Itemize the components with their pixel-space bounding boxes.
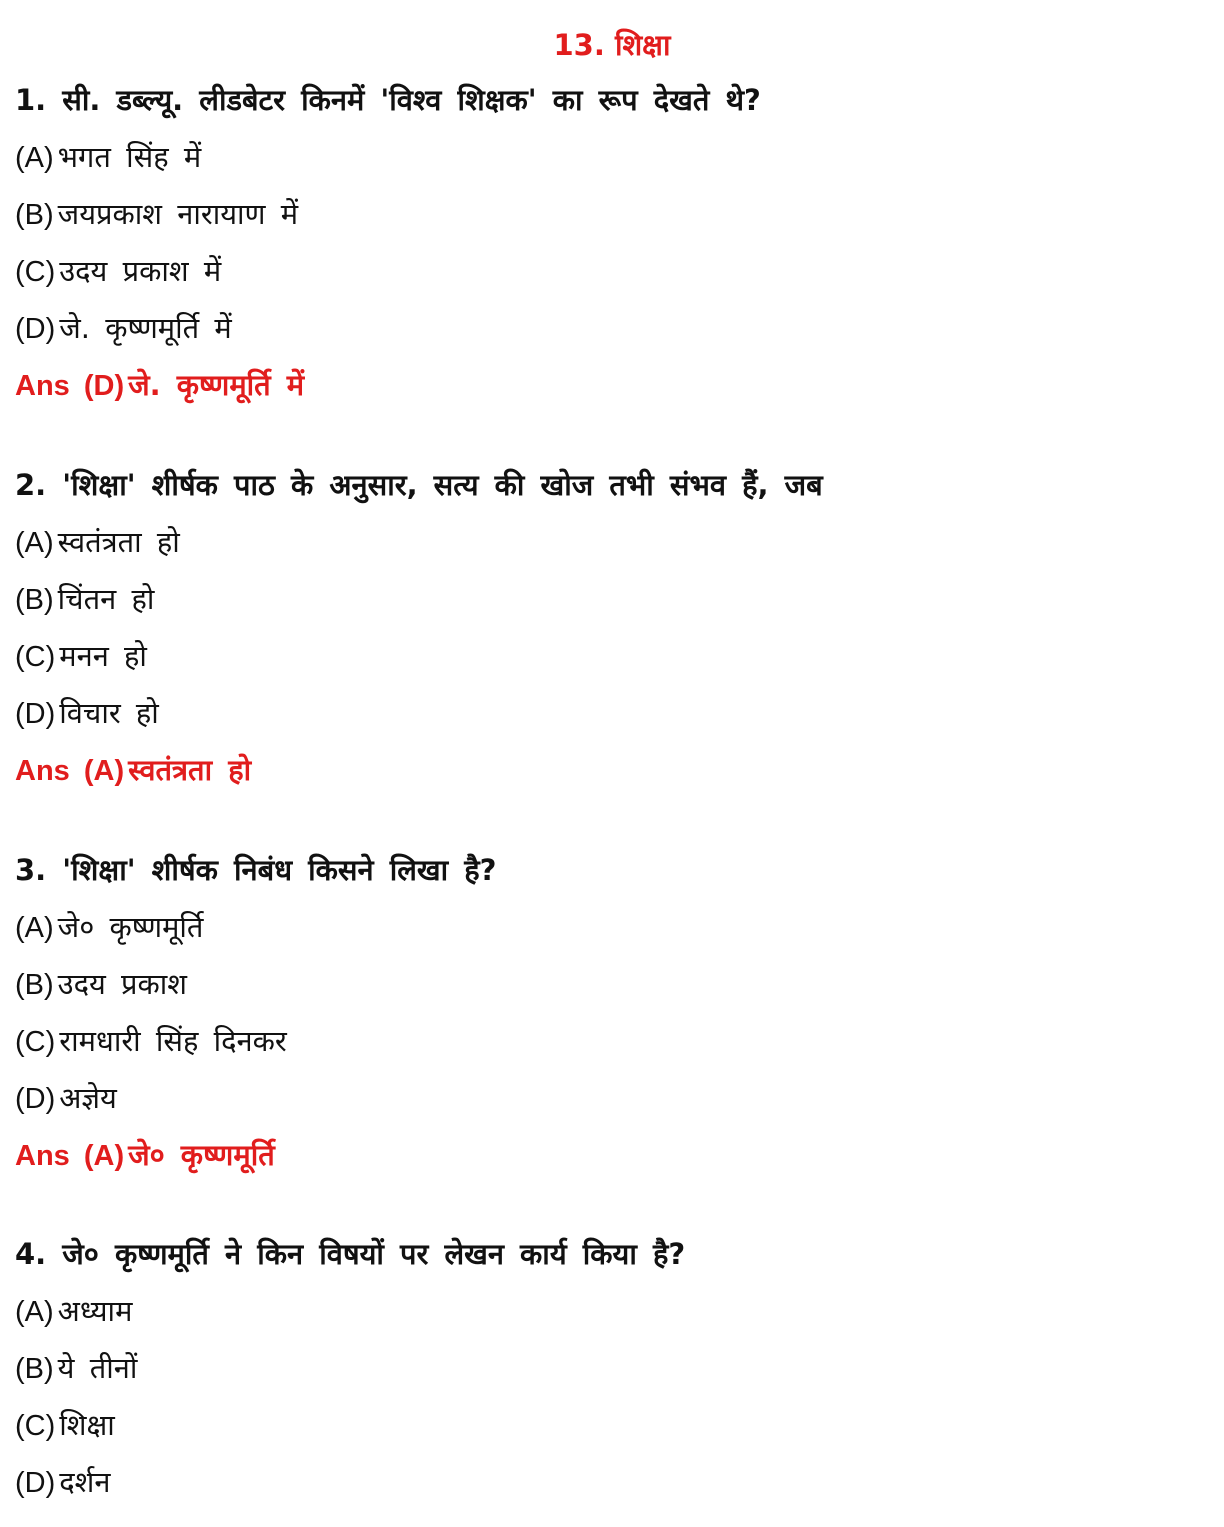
option-text: अध्याम <box>57 1294 133 1328</box>
option-key: (D) <box>15 1467 56 1499</box>
option-text: ये तीनों <box>57 1351 138 1385</box>
option-text: शिक्षा <box>59 1408 115 1442</box>
option-text: उदय प्रकाश में <box>59 254 222 288</box>
question-text: 4. जे० कृष्णमूर्ति ने किन विषयों पर लेखन कार्य किया है? <box>15 1237 686 1271</box>
option-key: (A) <box>15 142 54 174</box>
option-text: उदय प्रकाश <box>57 967 188 1001</box>
option-key: (C) <box>15 641 56 673</box>
option-d <box>15 306 1205 363</box>
answer-text: जे० कृष्णमूर्ति <box>128 1138 275 1172</box>
option-key: (B) <box>15 1353 54 1385</box>
option-key: (A) <box>15 912 54 944</box>
option-key: (C) <box>15 256 56 288</box>
answer-prefix: Ans (A) <box>15 755 125 787</box>
option-key: (D) <box>15 1083 56 1115</box>
option-key: (B) <box>15 969 54 1001</box>
option-d <box>15 1076 1205 1133</box>
question-4 <box>15 1232 1205 1517</box>
option-text: जे. कृष्णमूर्ति में <box>59 311 232 345</box>
option-a <box>15 905 1205 962</box>
option-c <box>15 634 1205 691</box>
answer-prefix: Ans (D) <box>15 370 125 402</box>
answer <box>15 363 1205 420</box>
option-key: (B) <box>15 584 54 616</box>
option-text: मनन हो <box>59 639 147 673</box>
option-key: (D) <box>15 313 56 345</box>
option-text: दर्शन <box>59 1465 111 1499</box>
option-b <box>15 1346 1205 1403</box>
option-text: विचार हो <box>59 696 159 730</box>
option-text: जयप्रकाश नारायाण में <box>57 197 299 231</box>
option-c <box>15 1403 1205 1460</box>
answer-text: जे. कृष्णमूर्ति में <box>128 368 305 402</box>
option-key: (B) <box>15 199 54 231</box>
option-b <box>15 577 1205 634</box>
option-text: जे० कृष्णमूर्ति <box>57 910 204 944</box>
answer-prefix: Ans (A) <box>15 1140 125 1172</box>
page-title: 13. शिक्षा <box>553 28 671 62</box>
option-a <box>15 520 1205 577</box>
option-d <box>15 1460 1205 1517</box>
option-d <box>15 691 1205 748</box>
option-text: चिंतन हो <box>57 582 155 616</box>
option-key: (C) <box>15 1410 56 1442</box>
option-key: (A) <box>15 1296 54 1328</box>
option-b <box>15 962 1205 1019</box>
question-2 <box>15 463 1205 805</box>
question-text: 1. सी. डब्ल्यू. लीडबेटर किनमें 'विश्व शिक्षक' का रूप देखते थे? <box>15 83 761 117</box>
question-text: 2. 'शिक्षा' शीर्षक पाठ के अनुसार, सत्य की खोज तभी संभव हैं, जब <box>15 468 823 502</box>
option-b <box>15 192 1205 249</box>
question-3 <box>15 848 1205 1190</box>
question-1 <box>15 78 1205 420</box>
option-key: (D) <box>15 698 56 730</box>
answer-text: स्वतंत्रता हो <box>128 753 252 787</box>
option-text: रामधारी सिंह दिनकर <box>59 1024 287 1058</box>
option-a <box>15 135 1205 192</box>
question-text: 3. 'शिक्षा' शीर्षक निबंध किसने लिखा है? <box>15 853 497 887</box>
option-key: (C) <box>15 1026 56 1058</box>
option-text: स्वतंत्रता हो <box>57 525 180 559</box>
option-a <box>15 1289 1205 1346</box>
answer <box>15 1133 1205 1190</box>
option-key: (A) <box>15 527 54 559</box>
answer <box>15 748 1205 805</box>
option-text: भगत सिंह में <box>57 140 202 174</box>
option-c <box>15 1019 1205 1076</box>
option-c <box>15 249 1205 306</box>
option-text: अज्ञेय <box>59 1081 117 1115</box>
